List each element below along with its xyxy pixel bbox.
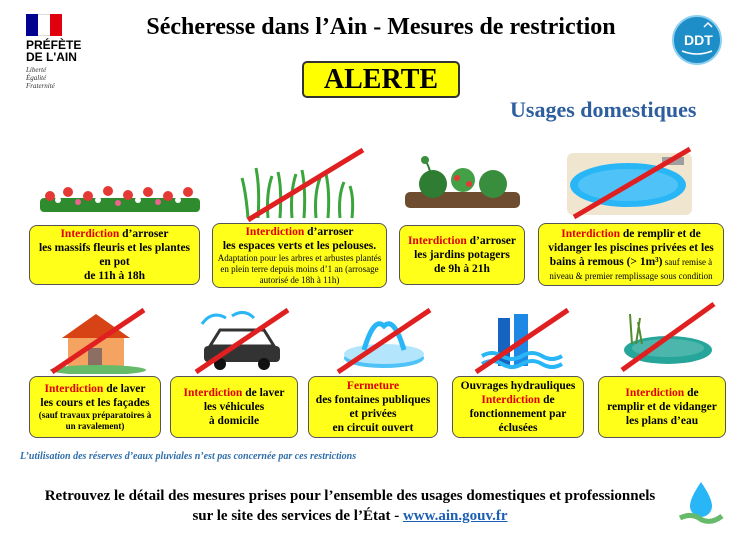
motto-egalite: Égalité — [26, 74, 47, 82]
measure-text2: de fonctionnement par éclusées — [469, 394, 567, 434]
measure-text1: d’arroser — [304, 226, 354, 238]
pool-icon — [562, 145, 697, 220]
measure-red-label: Interdiction — [561, 227, 621, 240]
measure-text — [34, 382, 156, 396]
fountain-icon — [334, 306, 434, 374]
measure-text3: de 9h à 21h — [434, 263, 490, 275]
measure-text2: des fontaines publiques et privées — [315, 394, 431, 420]
measure-text3: de 11h à 18h — [83, 270, 146, 282]
measure-text — [175, 386, 293, 400]
measure-red-label: Interdiction — [245, 226, 305, 238]
measure-text1: de laver — [103, 383, 146, 395]
measure-text — [543, 227, 719, 283]
prefecture-name-line1: PRÉFÈTE — [26, 38, 82, 52]
measure-red-label: Interdiction — [625, 387, 685, 399]
measure-card — [170, 376, 298, 438]
measure-text1: de — [684, 387, 699, 399]
french-flag-icon — [26, 14, 62, 36]
flowers-icon — [40, 172, 200, 216]
measure-text1: Ouvrages hydrauliques — [460, 380, 576, 392]
motto-liberte: Liberté — [26, 66, 47, 74]
website-link[interactable]: www.ain.gouv.fr — [402, 508, 508, 524]
measure-small: Adaptation pour les arbres et arbustes plantés en plein terre depuis moins d’1 an (arrosage autorisé de 18h à 11h) — [217, 253, 382, 285]
measure-card — [308, 376, 438, 438]
measure-card — [29, 376, 161, 438]
measure-text1: de laver — [242, 387, 285, 399]
measure-text2: les véhicules — [203, 401, 265, 413]
page-title: Sécheresse dans l’Ain - Mesures de restriction — [146, 14, 616, 40]
measure-card — [399, 225, 525, 285]
measure-text1: d’arroser — [466, 235, 517, 247]
measure-text2: les jardins potagers — [414, 249, 510, 261]
footer-line1: Retrouvez le détail des mesures prises pour l’ensemble des usages domestiques et professionnels — [44, 488, 656, 504]
ddt-logo-icon — [672, 15, 722, 65]
measure-text2: les cours et les façades — [40, 397, 150, 409]
measure-text3: en circuit ouvert — [332, 422, 414, 434]
measure-text — [34, 227, 195, 241]
footer — [10, 486, 690, 526]
svg-text:DDT: DDT — [684, 32, 713, 48]
footer-line2-prefix: sur le site des services de l’État - — [192, 508, 403, 524]
measure-text — [404, 234, 520, 248]
measure-red-label: Interdiction — [44, 383, 104, 395]
measure-red-label: Interdiction — [407, 235, 467, 247]
prefecture-logo — [26, 14, 106, 90]
measure-text — [217, 225, 382, 239]
measure-card — [212, 223, 387, 288]
vegetable-garden-icon — [405, 150, 520, 216]
measure-text1: de remplir et de vidanger les piscines privées et les bains à remous (> 1m³) — [548, 227, 714, 268]
measure-small: (sauf travaux préparatoires à un ravalement) — [38, 410, 152, 431]
measure-text — [457, 393, 579, 435]
footer-line2 — [10, 506, 690, 526]
motto — [26, 66, 106, 90]
measure-text2: les massifs fleuris et les plantes en pot — [38, 242, 191, 268]
measure-red-label: Interdiction — [481, 394, 541, 406]
section-title: Usages domestiques — [510, 97, 697, 122]
measure-text1: d’arroser — [119, 228, 169, 240]
motto-fraternite: Fraternité — [26, 82, 55, 90]
measure-text2: remplir et de vidanger les plans d’eau — [607, 401, 717, 427]
measure-text — [603, 386, 721, 400]
measure-red-label: Fermeture — [346, 380, 400, 392]
house-icon — [48, 306, 148, 374]
grass-icon — [238, 148, 368, 222]
rainwater-note: L’utilisation des réserves d’eaux pluviales n’est pas concernée par ces restrictions — [20, 451, 357, 462]
measure-text2: les espaces verts et les pelouses. — [222, 240, 377, 252]
pond-icon — [618, 300, 718, 372]
measure-red-label: Interdiction — [60, 228, 120, 240]
cross-line — [196, 310, 288, 372]
water-drop-hand-icon — [676, 478, 726, 528]
prefecture-name-line2: DE L'AIN — [26, 50, 77, 64]
measure-text3: à domicile — [208, 415, 260, 427]
measure-card — [538, 223, 724, 286]
alert-badge: ALERTE — [302, 61, 460, 98]
measure-card — [29, 225, 200, 285]
measure-card — [598, 376, 726, 438]
car-wash-icon — [192, 306, 292, 374]
measure-card — [452, 376, 584, 438]
measure-red-label: Interdiction — [183, 387, 243, 399]
measure-small: sauf remise à niveau & premier remplissage sous condition — [549, 256, 713, 281]
hydraulic-works-icon — [472, 306, 572, 374]
